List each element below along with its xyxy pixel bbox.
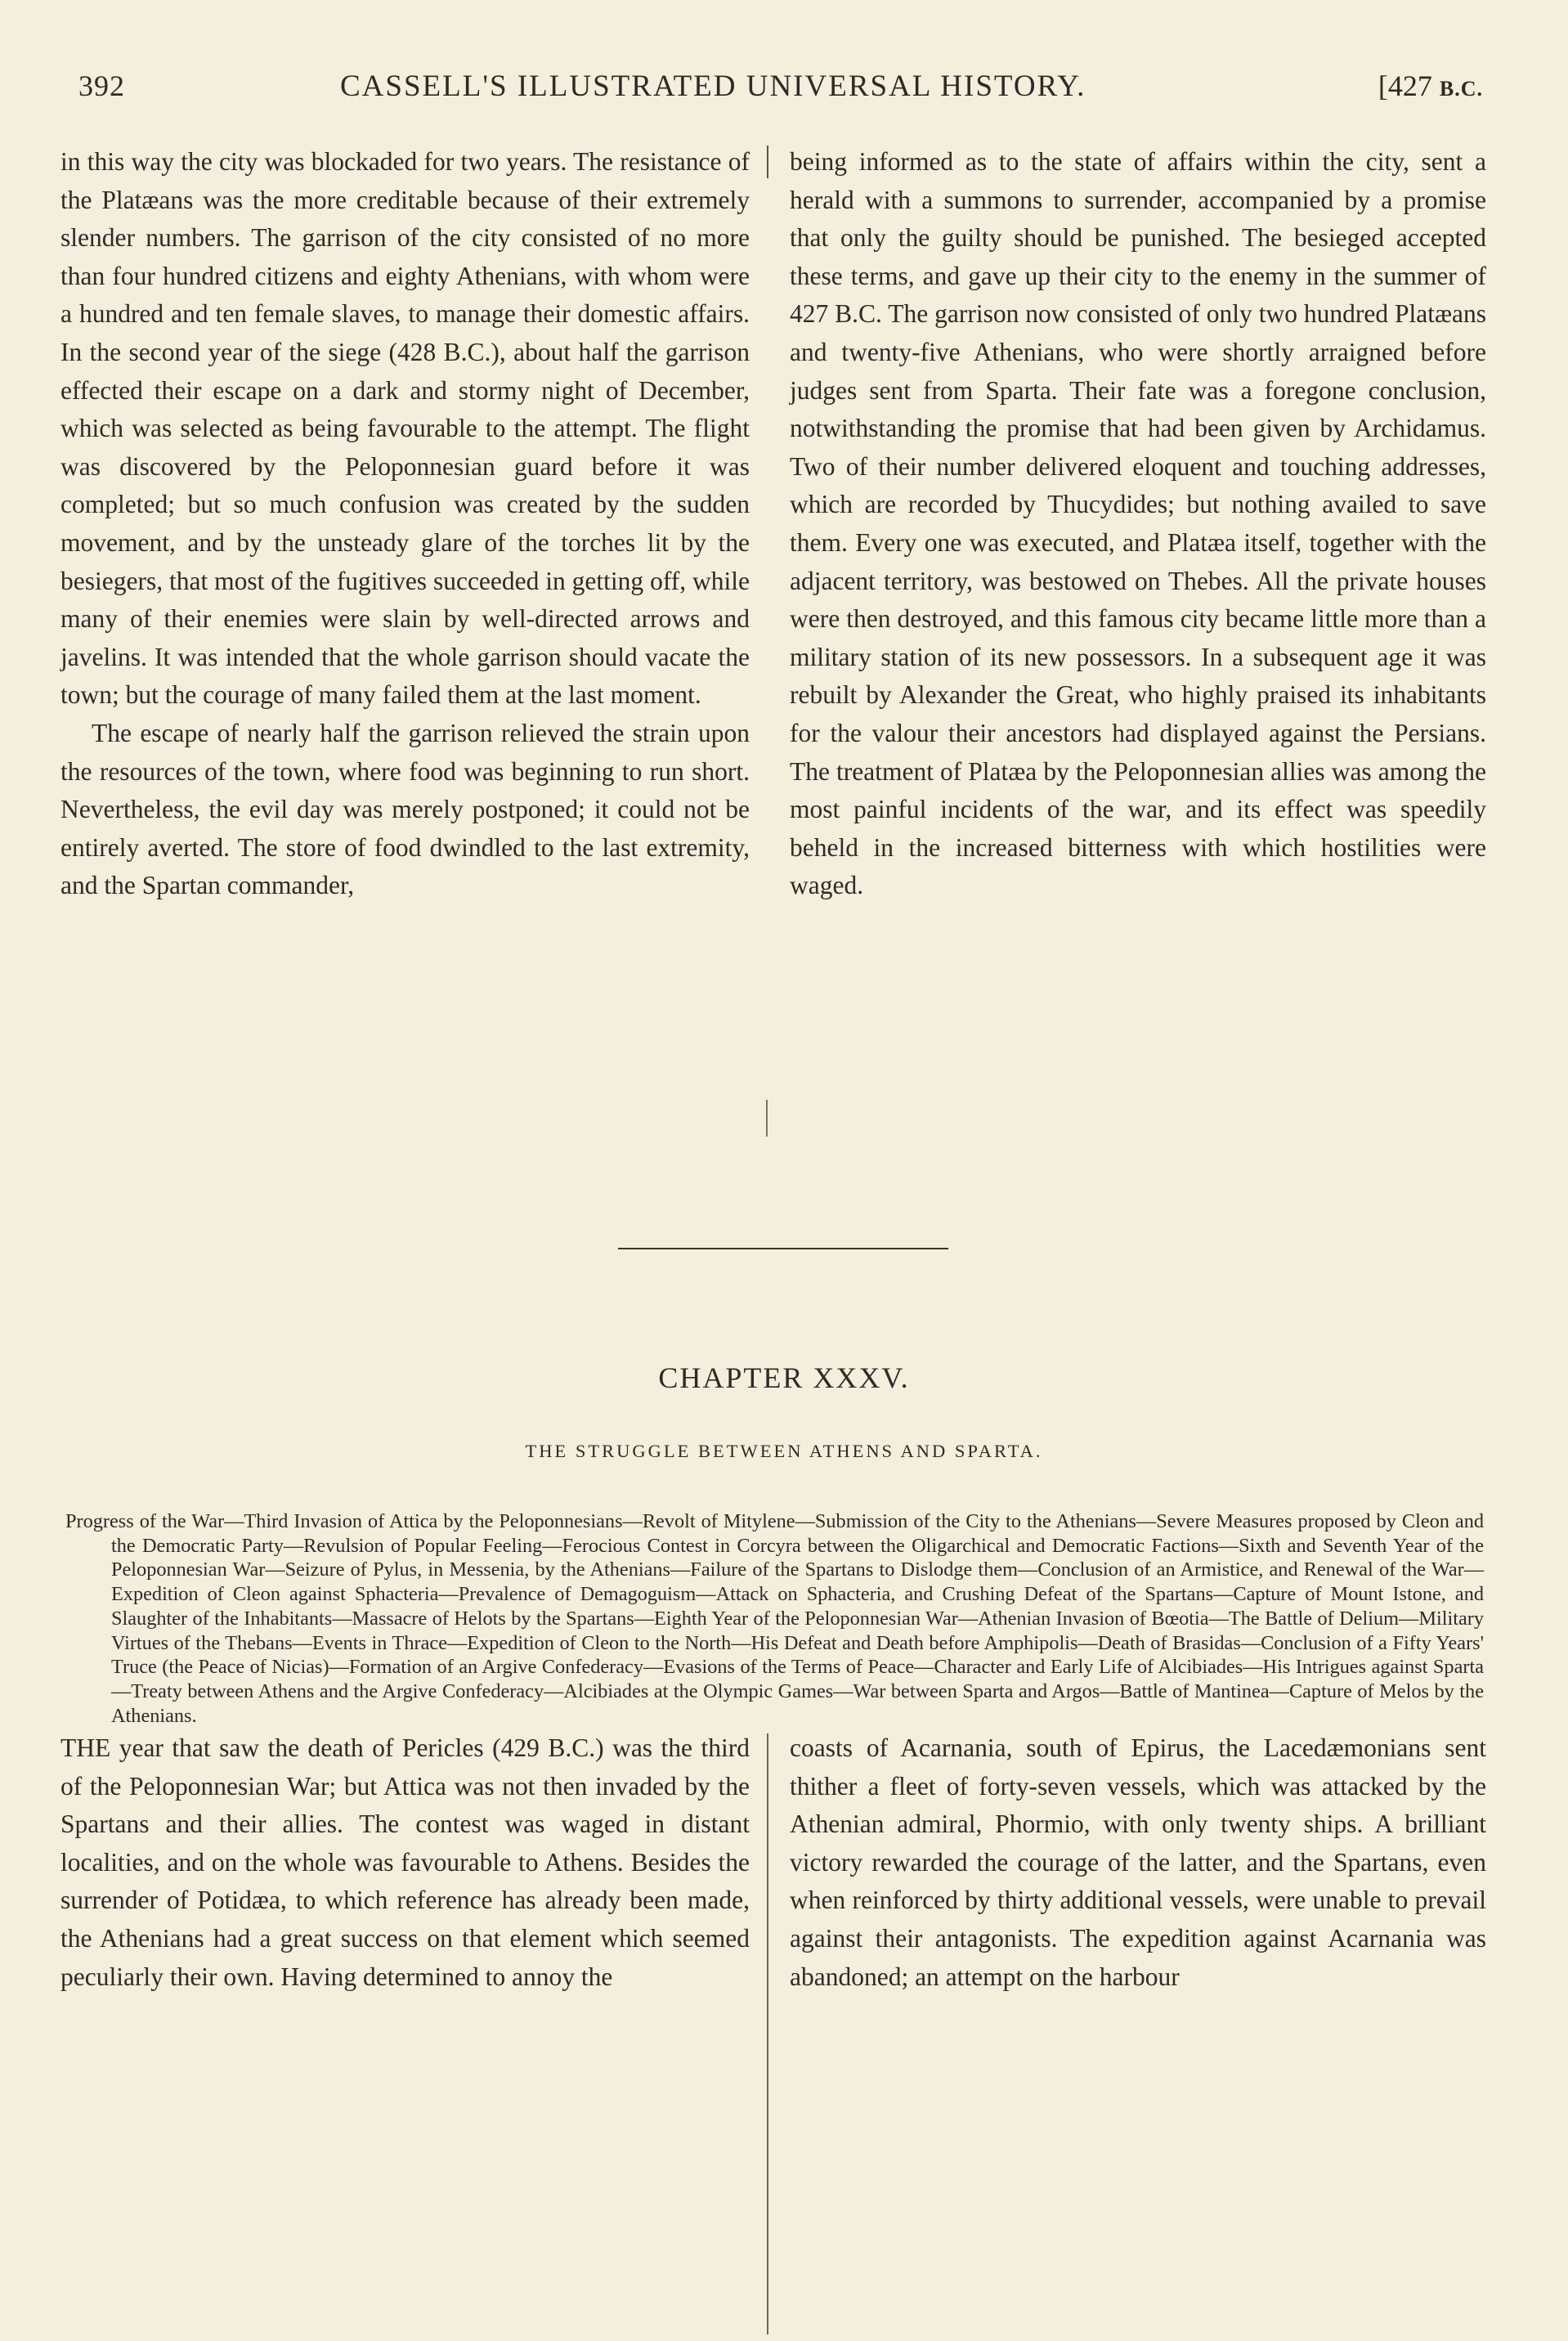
paragraph: The escape of nearly half the garrison relieved the strain upon the resources of the town, where food was beginning to run short. Nevertheless, the evil day was merely postponed; it could not be entirely averted. The store of food dwindled to the last extremity, and the Spartan commander,: [60, 718, 750, 900]
page-number: 392: [78, 70, 125, 102]
paragraph: being informed as to the state of affairs within the city, sent a herald with a summons to surrender, accompanied by a promise that only the guilty should be punished. The besieged accepted these terms, and gave up their city to the enemy in the summer of 427 B.C. The garrison now consisted of only two hundred Platæans and twenty-five Athenians, who were shortly arraigned before judges sent from Sparta. Their fate was a foregone conclusion, notwithstanding the promise that had been given by Archidamus. Two of their number delivered eloquent and touching addresses, which are recorded by Thucydides; but nothing availed to save them. Every one was executed, and Platæa itself, together with the adjacent territory, was bestowed on Thebes. All the private houses were then destroyed, and this famous city became little more than a military station of its new possessors. In a subsequent age it was rebuilt by Alexander the Great, who highly praised its inhabitants for the valour their ancestors had displayed against the Persians. The treatment of Platæa by the Peloponnesian allies was among the most painful incidents of the war, and its effect was speedily beheld in the increased bitterness with which hostilities were waged.: [790, 147, 1486, 900]
date-open: [427: [1378, 70, 1440, 102]
chapter-number: CHAPTER XXXV.: [658, 1361, 910, 1394]
running-header: [78, 69, 1483, 118]
top-left-column: [60, 143, 750, 905]
section-rule: [618, 1248, 948, 1249]
running-title: CASSELL'S ILLUSTRATED UNIVERSAL HISTORY.: [340, 70, 1086, 103]
column-divider: [767, 1733, 768, 2334]
paragraph-text: year that saw the death of Pericles (429 B.C.) was the third of the Peloponnesian War; but Attica was not then invaded by the Spartans and their allies. The contest was waged in distant localities, and on the whole was favourable to Athens. Besides the surrender of Potidæa, to which reference has already been made, the Athenians had a great success on that element which seemed peculiarly their own. Having determined to annoy the: [60, 1733, 750, 1991]
chapter-synopsis: Progress of the War—Third Invasion of Attica by the Peloponnesians—Revolt of Mitylene—Submission of the City to the Athenians—Severe Measures proposed by Cleon and the Democratic Party—Revulsion of Popular Feeling—Ferocious Contest in Corcyra between the Oligarchical and Democratic Factions—Sixth and Seventh Year of the Peloponnesian War—Seizure of Pylus, in Messenia, by the Athenians—Failure of the Spartans to Dislodge them—Conclusion of an Armistice, and Renewal of the War—Expedition of Cleon against Sphacteria—Prevalence of Demagoguism—Attack on Sphacteria, and Crushing Defeat of the Spartans—Capture of Mount Istone, and Slaughter of the Inhabitants—Massacre of Helots by the Spartans—Eighth Year of the Peloponnesian War—Athenian Invasion of Bœotia—The Battle of Delium—Military Virtues of the Thebans—Events in Thrace—Expedition of Cleon to the North—His Defeat and Death before Amphipolis—Death of Brasidas—Conclusion of a Fifty Years' Truce (the Peace of Nicias)—Formation of an Argive Confederacy—Evasions of the Terms of Peace—Character and Early Life of Alcibiades—His Intrigues against Sparta—Treaty between Athens and the Argive Confederacy—Alcibiades at the Olympic Games—War between Sparta and Argos—Battle of Mantinea—Capture of Melos by the Athenians.: [65, 1510, 1484, 1727]
date-era: B.C.: [1439, 77, 1483, 101]
column-divider: [767, 146, 768, 1139]
paragraph: [60, 1729, 750, 1996]
paragraph: coasts of Acarnania, south of Epirus, the Lacedæmonians sent thither a fleet of forty-seven vessels, which was attacked by the Athenian admiral, Phormio, with only twenty ships. A brilliant victory rewarded the courage of the latter, and the Spartans, even when reinforced by thirty additional vessels, were unable to prevail against their antagonists. The expedition against Acarnania was abandoned; an attempt on the harbour: [790, 1733, 1486, 1991]
bottom-right-column: [790, 1729, 1486, 1996]
top-right-column: [790, 143, 1486, 905]
chapter-title: THE STRUGGLE BETWEEN ATHENS AND SPARTA.: [525, 1441, 1043, 1461]
drop-lead: THE: [60, 1733, 111, 1762]
paragraph: in this way the city was blockaded for two years. The resistance of the Platæans was the more creditable because of their extremely slender numbers. The garrison of the city consisted of no more than four hundred citizens and eighty Athenians, with whom were a hundred and ten female slaves, to manage their domestic affairs. In the second year of the siege (428 B.C.), about half the garrison effected their escape on a dark and stormy night of December, which was selected as being favourable to the attempt. The flight was discovered by the Peloponnesian guard before it was completed; but so much confusion was created by the sudden movement, and by the unsteady glare of the torches lit by the besiegers, that most of the fugitives succeeded in getting off, while many of their enemies were slain by well-directed arrows and javelins. It was intended that the whole garrison should vacate the town; but the courage of many failed them at the last moment.: [60, 147, 750, 710]
date-tag: [1378, 69, 1483, 103]
bottom-left-column: [60, 1729, 750, 1996]
column-divider: [766, 1100, 768, 1137]
